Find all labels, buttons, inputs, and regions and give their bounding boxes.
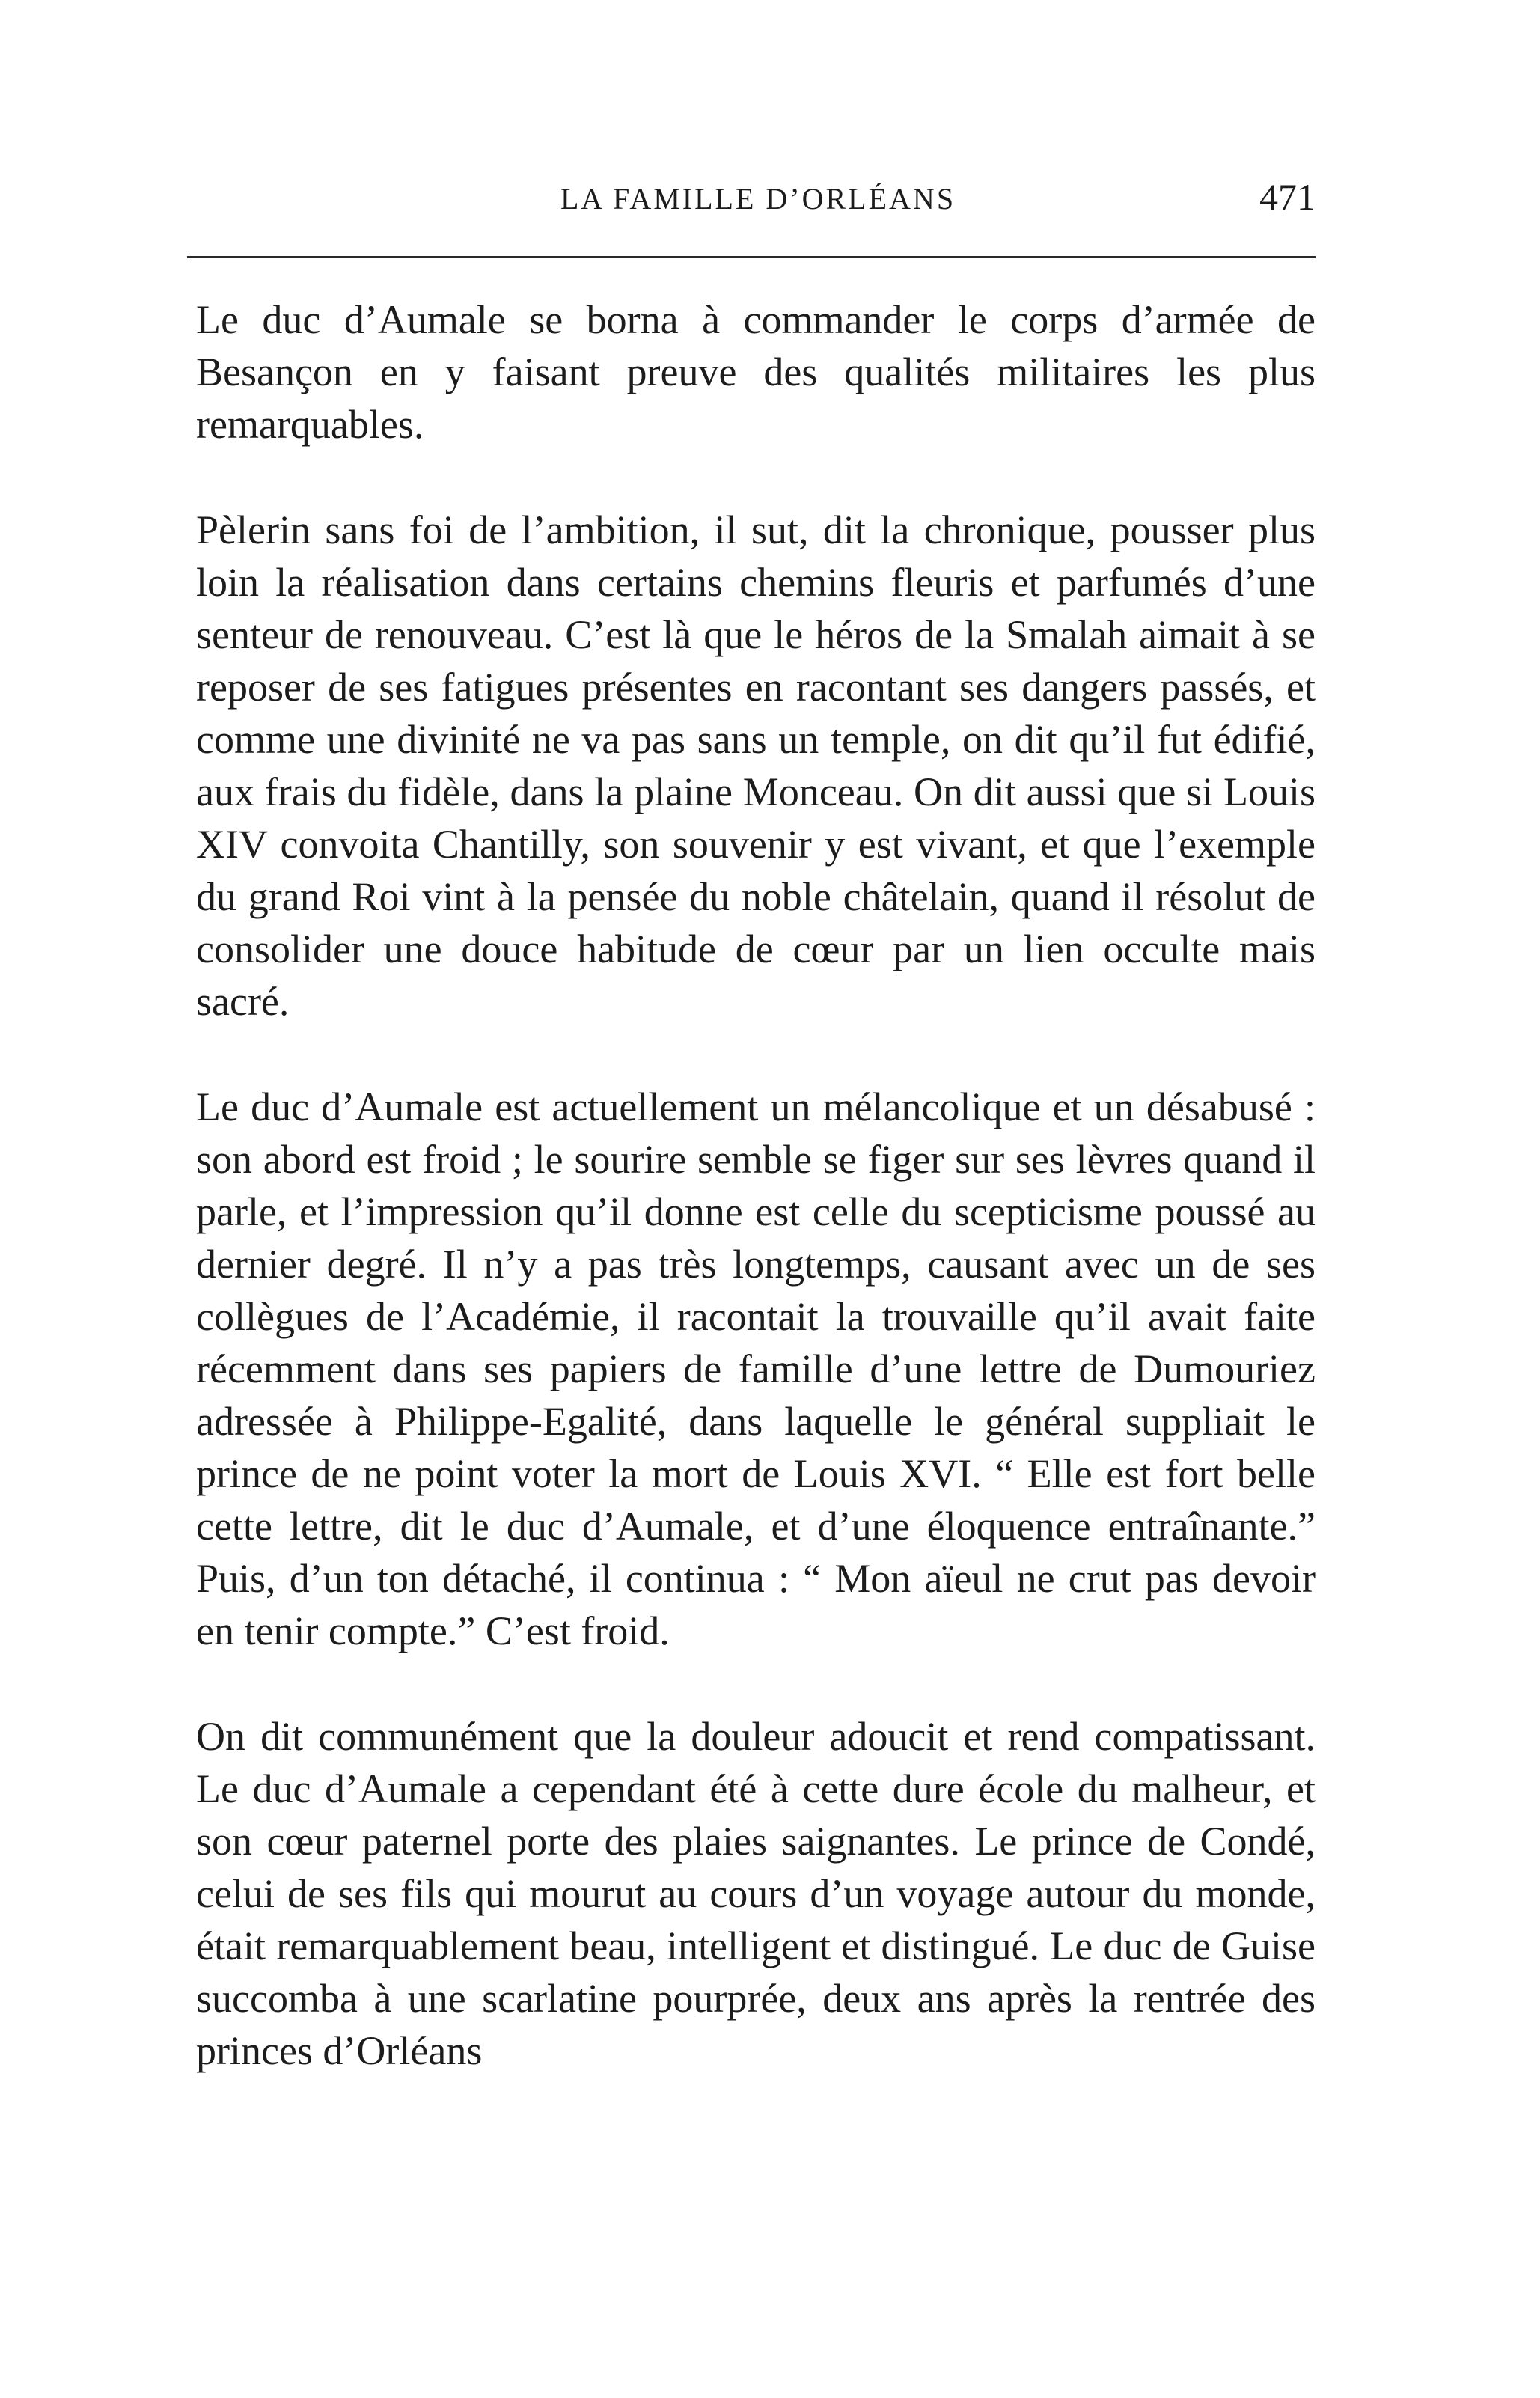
- page-number: 471: [1259, 176, 1316, 218]
- paragraph-3: Le duc d’Aumale est actuellement un mélancolique et un désabusé : son abord est froid ; le sourire semble se figer sur ses lèvres quand il parle, et l’impression qu’il donne est celle du scepticisme poussé au dernier degré. Il n’y a pas très longtemps, causant avec un de ses collègues de l’Académie, il racontait la trouvaille qu’il avait faite récemment dans ses papiers de famille d’une lettre de Dumouriez adressée à Philippe-Egalité, dans laquelle le général suppliait le prince de ne point voter la mort de Louis XVI. “ Elle est fort belle cette lettre, dit le duc d’Aumale, et d’une éloquence entraînante.” Puis, d’un ton détaché, il continua : “ Mon aïeul ne crut pas devoir en tenir compte.” C’est froid.: [196, 1084, 1316, 1653]
- running-title: LA FAMILLE D’ORLÉANS: [560, 182, 956, 216]
- paragraph-1: Le duc d’Aumale se borna à commander le corps d’armée de Besançon en y faisant preuve des qualités militaires les plus remarquables.: [196, 297, 1316, 447]
- paragraph-4: On dit communément que la douleur adoucit et rend compatissant. Le duc d’Aumale a cependant été à cette dure école du malheur, et son cœur paternel porte des plaies saignantes. Le prince de Condé, celui de ses fils qui mourut au cours d’un voyage autour du monde, était remarquablement beau, intelligent et distingué. Le duc de Guise succomba à une scarlatine pourprée, deux ans après la rentrée des princes d’Orléans: [196, 1714, 1316, 2073]
- running-head: [201, 176, 1316, 226]
- body-text: [196, 293, 1316, 2077]
- header-rule: [187, 256, 1316, 258]
- paragraph-2: Pèlerin sans foi de l’ambition, il sut, dit la chronique, pousser plus loin la réalisation dans certains chemins fleuris et parfumés d’une senteur de renouveau. C’est là que le héros de la Smalah aimait à se reposer de ses fatigues présentes en racontant ses dangers passés, et comme une divinité ne va pas sans un temple, on dit qu’il fut édifié, aux frais du fidèle, dans la plaine Monceau. On dit aussi que si Louis XIV convoita Chantilly, son souvenir y est vivant, et que l’exemple du grand Roi vint à la pensée du noble châtelain, quand il résolut de consolider une douce habitude de cœur par un lien occulte mais sacré.: [196, 507, 1316, 1024]
